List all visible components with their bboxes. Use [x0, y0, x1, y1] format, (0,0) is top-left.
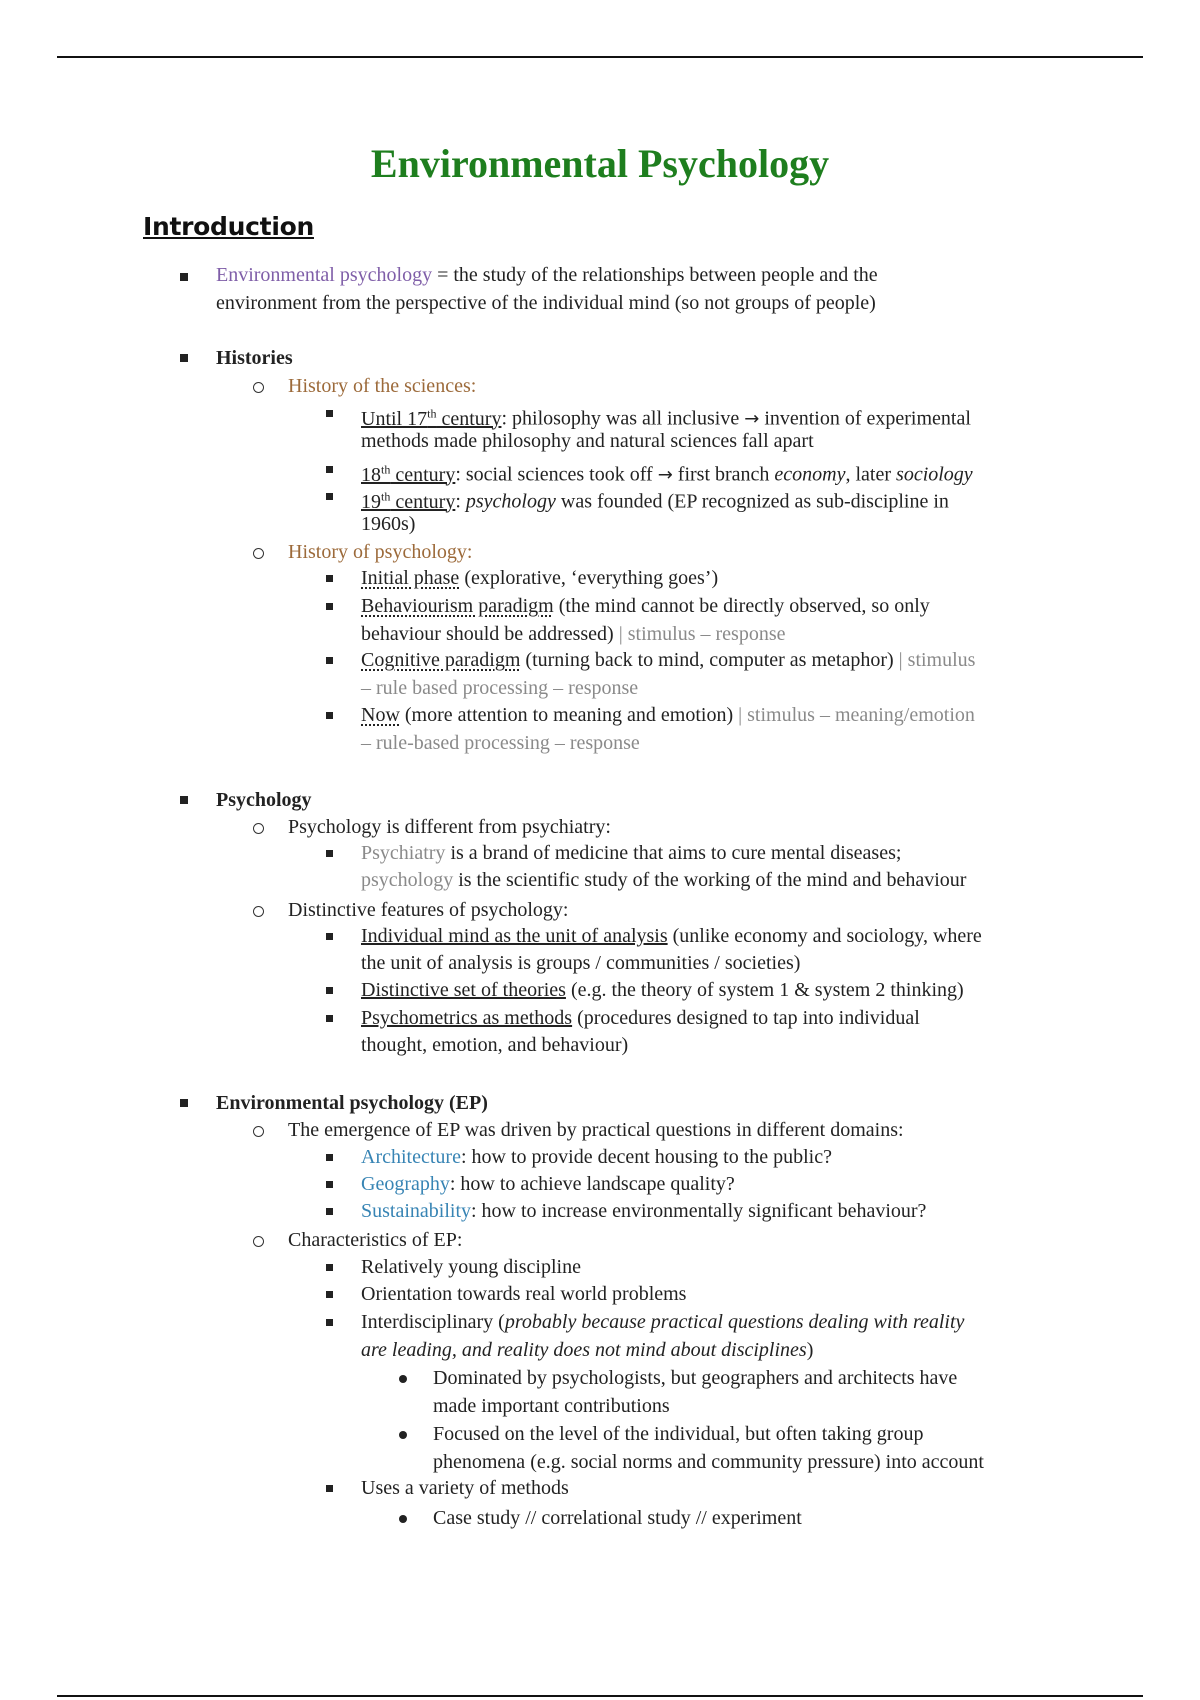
bullet-small-square	[326, 466, 333, 473]
bullet-dot	[399, 1375, 407, 1383]
until-17th-century-line-2: methods made philosophy and natural sciences fall apart	[361, 430, 814, 452]
bottom-rule	[57, 1695, 1143, 1697]
feature-individual-mind-line-2: the unit of analysis is groups / communities / societies)	[361, 952, 801, 974]
bullet-circle	[253, 548, 264, 559]
bullet-square	[180, 796, 188, 804]
cognitive-paradigm-line-2: – rule based processing – response	[361, 677, 639, 699]
intro-definition-line-2: environment from the perspective of the individual mind (so not groups of people)	[216, 292, 876, 314]
behaviourism-line: Behaviourism paradigm (the mind cannot be directly observed, so only	[361, 595, 930, 617]
bullet-square	[180, 354, 188, 362]
characteristic-interdisciplinary: Interdisciplinary (probably because practical questions dealing with reality	[361, 1311, 965, 1333]
bullet-dot	[399, 1431, 407, 1439]
bullet-small-square	[326, 1208, 333, 1215]
history-of-psychology-label: History of psychology:	[288, 541, 473, 563]
bullet-small-square	[326, 1015, 333, 1022]
arrow-right-icon: →	[657, 464, 673, 486]
bullet-small-square	[326, 712, 333, 719]
19th-century-line-2: 1960s)	[361, 513, 416, 535]
now-line-2: – rule-based processing – response	[361, 732, 640, 754]
bullet-circle	[253, 1236, 264, 1247]
history-of-sciences-label: History of the sciences:	[288, 375, 477, 397]
initial-phase-line: Initial phase (explorative, ‘everything goes’)	[361, 567, 719, 589]
ep-characteristics-label: Characteristics of EP:	[288, 1229, 463, 1251]
distinctive-features-label: Distinctive features of psychology:	[288, 899, 569, 921]
arrow-right-icon: →	[744, 408, 760, 430]
18th-century-line: 18th century: social sciences took off → first branch economy, later sociology	[361, 462, 973, 486]
heading-environmental-psychology-ep: Environmental psychology (EP)	[216, 1092, 488, 1114]
sub-focused-on-individual: Focused on the level of the individual, but often taking group	[433, 1423, 924, 1445]
19th-century-line: 19th century: psychology was founded (EP recognized as sub-discipline in	[361, 489, 949, 513]
psychology-definition-line: psychology is the scientific study of the working of the mind and behaviour	[361, 869, 967, 891]
psychology-vs-psychiatry-label: Psychology is different from psychiatry:	[288, 816, 611, 838]
heading-psychology: Psychology	[216, 789, 312, 811]
characteristic-interdisciplinary-line-2: are leading, and reality does not mind about disciplines)	[361, 1339, 814, 1361]
bullet-circle	[253, 1126, 264, 1137]
until-17th-century-line: Until 17th century: philosophy was all inclusive → invention of experimental	[361, 406, 971, 430]
top-rule	[57, 56, 1143, 58]
psychiatry-definition-line: Psychiatry is a brand of medicine that aims to cure mental diseases;	[361, 842, 902, 864]
ep-emergence-label: The emergence of EP was driven by practical questions in different domains:	[288, 1119, 904, 1141]
bullet-small-square	[326, 493, 333, 500]
page-title: Environmental Psychology	[370, 141, 830, 186]
bullet-small-square	[326, 987, 333, 994]
bullet-small-square	[326, 850, 333, 857]
bullet-small-square	[326, 1291, 333, 1298]
now-line: Now (more attention to meaning and emotion) | stimulus – meaning/emotion	[361, 704, 975, 726]
feature-individual-mind: Individual mind as the unit of analysis (unlike economy and sociology, where	[361, 925, 982, 947]
term-environmental-psychology: Environmental psychology	[216, 264, 433, 286]
characteristic-real-world: Orientation towards real world problems	[361, 1283, 687, 1305]
sub-focused-on-individual-line-2: phenomena (e.g. social norms and community pressure) into account	[433, 1451, 984, 1473]
characteristic-variety-of-methods: Uses a variety of methods	[361, 1477, 569, 1499]
bullet-small-square	[326, 1181, 333, 1188]
bullet-small-square	[326, 575, 333, 582]
sub-dominated-by-psychologists-line-2: made important contributions	[433, 1395, 670, 1417]
cognitive-paradigm-line: Cognitive paradigm (turning back to mind, computer as metaphor) | stimulus	[361, 649, 976, 671]
bullet-dot	[399, 1515, 407, 1523]
bullet-small-square	[326, 933, 333, 940]
behaviourism-line-2: behaviour should be addressed) | stimulus – response	[361, 623, 786, 645]
bullet-square	[180, 273, 188, 281]
bullet-circle	[253, 906, 264, 917]
sub-methods-list: Case study // correlational study // experiment	[433, 1507, 802, 1529]
bullet-small-square	[326, 603, 333, 610]
characteristic-young-discipline: Relatively young discipline	[361, 1256, 581, 1278]
bullet-small-square	[326, 1485, 333, 1492]
bullet-small-square	[326, 410, 333, 417]
domain-architecture: Architecture: how to provide decent housing to the public?	[361, 1146, 832, 1168]
bullet-small-square	[326, 1154, 333, 1161]
feature-psychometrics: Psychometrics as methods (procedures designed to tap into individual	[361, 1007, 920, 1029]
bullet-circle	[253, 382, 264, 393]
bullet-square	[180, 1099, 188, 1107]
domain-geography: Geography: how to achieve landscape quality?	[361, 1173, 735, 1195]
sub-dominated-by-psychologists: Dominated by psychologists, but geographers and architects have	[433, 1367, 958, 1389]
feature-theories: Distinctive set of theories (e.g. the theory of system 1 & system 2 thinking)	[361, 979, 964, 1001]
domain-sustainability: Sustainability: how to increase environmentally significant behaviour?	[361, 1200, 927, 1222]
bullet-small-square	[326, 1264, 333, 1271]
bullet-small-square	[326, 657, 333, 664]
feature-psychometrics-line-2: thought, emotion, and behaviour)	[361, 1034, 629, 1056]
intro-definition-line-1: Environmental psychology = the study of the relationships between people and the	[216, 264, 878, 286]
bullet-circle	[253, 823, 264, 834]
bullet-small-square	[326, 1319, 333, 1326]
section-heading-introduction: Introduction	[143, 212, 314, 241]
heading-histories: Histories	[216, 347, 293, 369]
